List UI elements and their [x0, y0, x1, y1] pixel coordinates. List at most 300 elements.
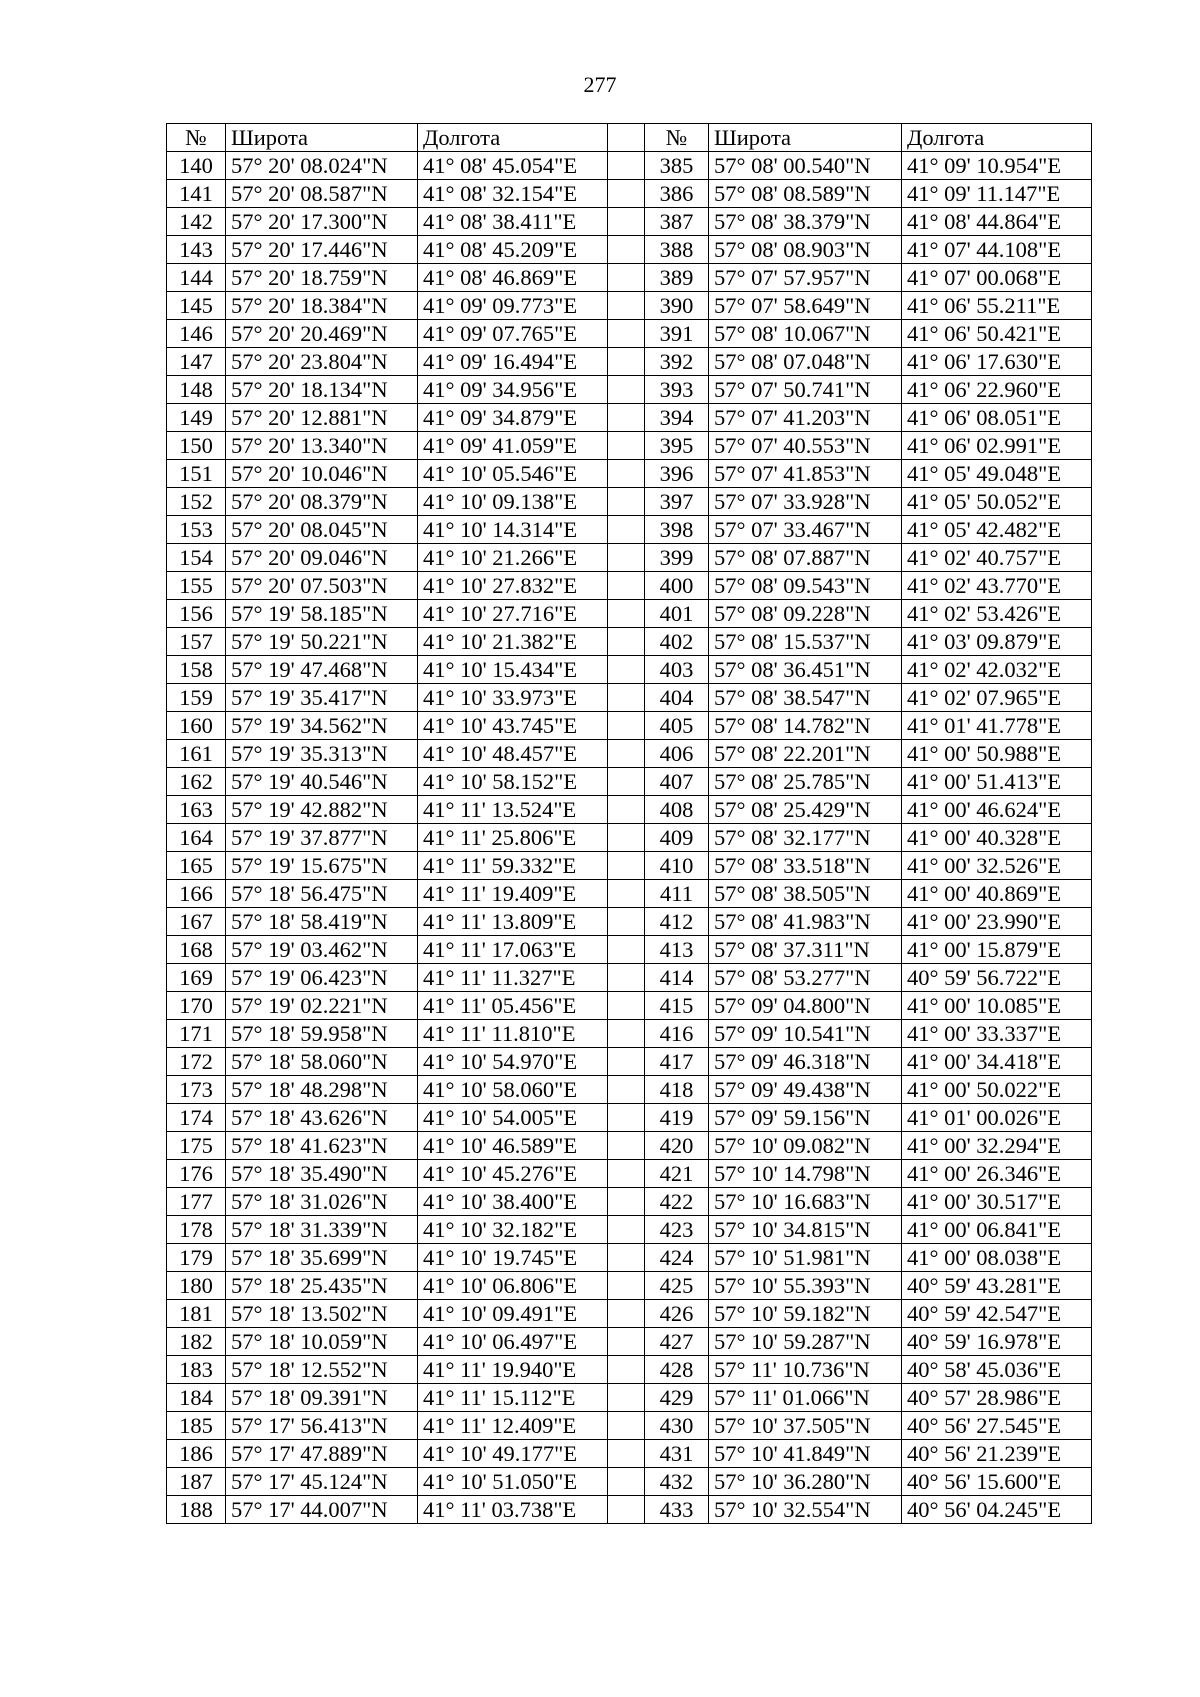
point-number-left: 150	[167, 432, 226, 460]
point-number-left: 142	[167, 208, 226, 236]
table-row	[167, 1188, 1092, 1216]
latitude-cell-right: 57° 08' 38.547"N	[709, 684, 902, 712]
column-gap-cell	[608, 880, 645, 908]
longitude-cell-right: 41° 00' 32.294"E	[902, 1132, 1092, 1160]
table-row	[167, 572, 1092, 600]
column-gap-cell	[608, 1272, 645, 1300]
column-gap-cell	[608, 684, 645, 712]
longitude-cell-left: 41° 10' 06.806"E	[418, 1272, 608, 1300]
latitude-cell-left: 57° 20' 08.587"N	[226, 180, 418, 208]
column-gap-cell	[608, 488, 645, 516]
longitude-cell-right: 41° 00' 34.418"E	[902, 1048, 1092, 1076]
column-gap-cell	[608, 740, 645, 768]
table-row	[167, 796, 1092, 824]
table-row	[167, 488, 1092, 516]
point-number-right: 394	[645, 404, 709, 432]
point-number-right: 425	[645, 1272, 709, 1300]
longitude-cell-right: 40° 56' 04.245"E	[902, 1496, 1092, 1524]
point-number-left: 144	[167, 264, 226, 292]
latitude-cell-left: 57° 20' 09.046"N	[226, 544, 418, 572]
longitude-cell-right: 41° 00' 30.517"E	[902, 1188, 1092, 1216]
table-row	[167, 1272, 1092, 1300]
longitude-cell-right: 40° 57' 28.986"E	[902, 1384, 1092, 1412]
latitude-cell-left: 57° 19' 35.417"N	[226, 684, 418, 712]
point-number-left: 169	[167, 964, 226, 992]
table-row	[167, 292, 1092, 320]
longitude-cell-left: 41° 10' 46.589"E	[418, 1132, 608, 1160]
longitude-cell-right: 41° 00' 33.337"E	[902, 1020, 1092, 1048]
longitude-cell-left: 41° 08' 46.869"E	[418, 264, 608, 292]
point-number-right: 405	[645, 712, 709, 740]
table-row	[167, 348, 1092, 376]
longitude-cell-left: 41° 10' 58.060"E	[418, 1076, 608, 1104]
point-number-left: 166	[167, 880, 226, 908]
point-number-right: 421	[645, 1160, 709, 1188]
point-number-left: 153	[167, 516, 226, 544]
longitude-cell-left: 41° 10' 33.973"E	[418, 684, 608, 712]
point-number-left: 148	[167, 376, 226, 404]
table-row	[167, 684, 1092, 712]
latitude-cell-right: 57° 08' 08.589"N	[709, 180, 902, 208]
latitude-cell-left: 57° 18' 58.060"N	[226, 1048, 418, 1076]
latitude-cell-left: 57° 19' 50.221"N	[226, 628, 418, 656]
latitude-cell-left: 57° 17' 44.007"N	[226, 1496, 418, 1524]
latitude-cell-right: 57° 10' 36.280"N	[709, 1468, 902, 1496]
column-gap-cell	[608, 404, 645, 432]
point-number-right: 418	[645, 1076, 709, 1104]
latitude-cell-right: 57° 07' 58.649"N	[709, 292, 902, 320]
longitude-cell-left: 41° 10' 54.005"E	[418, 1104, 608, 1132]
latitude-cell-left: 57° 20' 23.804"N	[226, 348, 418, 376]
point-number-left: 174	[167, 1104, 226, 1132]
longitude-cell-left: 41° 11' 19.940"E	[418, 1356, 608, 1384]
latitude-cell-left: 57° 20' 17.300"N	[226, 208, 418, 236]
latitude-cell-right: 57° 07' 41.853"N	[709, 460, 902, 488]
column-gap-cell	[608, 1244, 645, 1272]
longitude-cell-right: 41° 00' 50.022"E	[902, 1076, 1092, 1104]
point-number-right: 393	[645, 376, 709, 404]
latitude-cell-left: 57° 19' 47.468"N	[226, 656, 418, 684]
column-gap-cell	[608, 824, 645, 852]
longitude-cell-right: 41° 06' 02.991"E	[902, 432, 1092, 460]
latitude-cell-right: 57° 08' 33.518"N	[709, 852, 902, 880]
column-gap-cell	[608, 1496, 645, 1524]
longitude-cell-left: 41° 10' 27.832"E	[418, 572, 608, 600]
column-gap-cell	[608, 852, 645, 880]
table-row	[167, 964, 1092, 992]
column-gap-cell	[608, 1384, 645, 1412]
longitude-cell-left: 41° 10' 54.970"E	[418, 1048, 608, 1076]
point-number-right: 410	[645, 852, 709, 880]
longitude-cell-right: 41° 02' 43.770"E	[902, 572, 1092, 600]
latitude-cell-right: 57° 10' 32.554"N	[709, 1496, 902, 1524]
longitude-cell-left: 41° 11' 05.456"E	[418, 992, 608, 1020]
table-row	[167, 1384, 1092, 1412]
longitude-cell-left: 41° 09' 16.494"E	[418, 348, 608, 376]
point-number-right: 398	[645, 516, 709, 544]
longitude-cell-right: 41° 06' 50.421"E	[902, 320, 1092, 348]
longitude-cell-right: 41° 00' 46.624"E	[902, 796, 1092, 824]
point-number-right: 385	[645, 152, 709, 180]
table-row	[167, 1300, 1092, 1328]
latitude-cell-left: 57° 19' 34.562"N	[226, 712, 418, 740]
point-number-right: 411	[645, 880, 709, 908]
column-gap-cell	[608, 544, 645, 572]
longitude-cell-left: 41° 11' 25.806"E	[418, 824, 608, 852]
latitude-cell-right: 57° 08' 38.379"N	[709, 208, 902, 236]
latitude-cell-right: 57° 07' 40.553"N	[709, 432, 902, 460]
table-row	[167, 1440, 1092, 1468]
point-number-right: 406	[645, 740, 709, 768]
table-row	[167, 1160, 1092, 1188]
latitude-cell-left: 57° 18' 41.623"N	[226, 1132, 418, 1160]
point-number-right: 386	[645, 180, 709, 208]
point-number-left: 181	[167, 1300, 226, 1328]
column-gap-cell	[608, 600, 645, 628]
point-number-right: 403	[645, 656, 709, 684]
longitude-cell-left: 41° 10' 45.276"E	[418, 1160, 608, 1188]
point-number-right: 422	[645, 1188, 709, 1216]
longitude-cell-left: 41° 10' 19.745"E	[418, 1244, 608, 1272]
longitude-cell-right: 41° 00' 32.526"E	[902, 852, 1092, 880]
longitude-cell-right: 41° 02' 42.032"E	[902, 656, 1092, 684]
column-gap-cell	[608, 628, 645, 656]
longitude-cell-left: 41° 10' 06.497"E	[418, 1328, 608, 1356]
point-number-left: 175	[167, 1132, 226, 1160]
column-gap-cell	[608, 572, 645, 600]
latitude-cell-left: 57° 18' 58.419"N	[226, 908, 418, 936]
table-row	[167, 152, 1092, 180]
point-number-right: 413	[645, 936, 709, 964]
latitude-cell-left: 57° 19' 06.423"N	[226, 964, 418, 992]
longitude-cell-left: 41° 10' 49.177"E	[418, 1440, 608, 1468]
longitude-cell-left: 41° 10' 09.491"E	[418, 1300, 608, 1328]
table-row	[167, 208, 1092, 236]
column-gap-cell	[608, 320, 645, 348]
point-number-right: 396	[645, 460, 709, 488]
latitude-cell-right: 57° 11' 10.736"N	[709, 1356, 902, 1384]
latitude-cell-left: 57° 18' 13.502"N	[226, 1300, 418, 1328]
point-number-right: 420	[645, 1132, 709, 1160]
point-number-right: 428	[645, 1356, 709, 1384]
longitude-cell-right: 40° 59' 43.281"E	[902, 1272, 1092, 1300]
latitude-cell-left: 57° 20' 18.134"N	[226, 376, 418, 404]
point-number-left: 145	[167, 292, 226, 320]
column-gap-cell	[608, 1300, 645, 1328]
latitude-cell-left: 57° 18' 12.552"N	[226, 1356, 418, 1384]
longitude-cell-left: 41° 10' 38.400"E	[418, 1188, 608, 1216]
table-row	[167, 460, 1092, 488]
point-number-right: 416	[645, 1020, 709, 1048]
point-number-left: 147	[167, 348, 226, 376]
column-gap-cell	[608, 208, 645, 236]
column-gap-cell	[608, 124, 645, 152]
column-gap-cell	[608, 376, 645, 404]
latitude-cell-left: 57° 18' 25.435"N	[226, 1272, 418, 1300]
latitude-cell-left: 57° 19' 03.462"N	[226, 936, 418, 964]
table-row	[167, 852, 1092, 880]
point-number-right: 408	[645, 796, 709, 824]
column-gap-cell	[608, 1020, 645, 1048]
latitude-cell-left: 57° 20' 12.881"N	[226, 404, 418, 432]
point-number-left: 158	[167, 656, 226, 684]
latitude-cell-left: 57° 18' 35.490"N	[226, 1160, 418, 1188]
latitude-cell-right: 57° 10' 41.849"N	[709, 1440, 902, 1468]
table-row	[167, 376, 1092, 404]
point-number-right: 388	[645, 236, 709, 264]
latitude-cell-left: 57° 20' 07.503"N	[226, 572, 418, 600]
point-number-right: 432	[645, 1468, 709, 1496]
longitude-cell-right: 41° 09' 10.954"E	[902, 152, 1092, 180]
longitude-cell-right: 41° 05' 42.482"E	[902, 516, 1092, 544]
point-number-right: 423	[645, 1216, 709, 1244]
latitude-cell-right: 57° 08' 07.048"N	[709, 348, 902, 376]
latitude-cell-left: 57° 18' 35.699"N	[226, 1244, 418, 1272]
table-row	[167, 908, 1092, 936]
column-gap-cell	[608, 796, 645, 824]
table-row	[167, 1216, 1092, 1244]
table-row	[167, 768, 1092, 796]
latitude-cell-left: 57° 20' 13.340"N	[226, 432, 418, 460]
point-number-right: 391	[645, 320, 709, 348]
longitude-cell-right: 41° 00' 40.328"E	[902, 824, 1092, 852]
longitude-cell-right: 41° 01' 41.778"E	[902, 712, 1092, 740]
point-number-left: 176	[167, 1160, 226, 1188]
latitude-cell-left: 57° 20' 20.469"N	[226, 320, 418, 348]
point-number-left: 188	[167, 1496, 226, 1524]
longitude-cell-right: 40° 56' 15.600"E	[902, 1468, 1092, 1496]
longitude-cell-right: 41° 07' 44.108"E	[902, 236, 1092, 264]
latitude-cell-left: 57° 20' 08.045"N	[226, 516, 418, 544]
longitude-cell-left: 41° 10' 05.546"E	[418, 460, 608, 488]
table-row	[167, 236, 1092, 264]
column-gap-cell	[608, 936, 645, 964]
longitude-cell-right: 41° 01' 00.026"E	[902, 1104, 1092, 1132]
latitude-cell-right: 57° 10' 59.182"N	[709, 1300, 902, 1328]
header-longitude-right: Долгота	[902, 124, 1092, 152]
column-gap-cell	[608, 992, 645, 1020]
latitude-cell-right: 57° 08' 09.228"N	[709, 600, 902, 628]
longitude-cell-right: 41° 06' 22.960"E	[902, 376, 1092, 404]
header-num-left: №	[167, 124, 226, 152]
point-number-left: 164	[167, 824, 226, 852]
table-row	[167, 516, 1092, 544]
latitude-cell-left: 57° 20' 10.046"N	[226, 460, 418, 488]
longitude-cell-right: 41° 03' 09.879"E	[902, 628, 1092, 656]
longitude-cell-left: 41° 09' 07.765"E	[418, 320, 608, 348]
point-number-right: 419	[645, 1104, 709, 1132]
latitude-cell-right: 57° 08' 41.983"N	[709, 908, 902, 936]
latitude-cell-right: 57° 08' 53.277"N	[709, 964, 902, 992]
latitude-cell-right: 57° 11' 01.066"N	[709, 1384, 902, 1412]
longitude-cell-left: 41° 09' 09.773"E	[418, 292, 608, 320]
column-gap-cell	[608, 768, 645, 796]
point-number-left: 179	[167, 1244, 226, 1272]
column-gap-cell	[608, 516, 645, 544]
point-number-left: 183	[167, 1356, 226, 1384]
latitude-cell-left: 57° 17' 47.889"N	[226, 1440, 418, 1468]
longitude-cell-left: 41° 10' 27.716"E	[418, 600, 608, 628]
longitude-cell-left: 41° 09' 34.956"E	[418, 376, 608, 404]
longitude-cell-right: 41° 05' 49.048"E	[902, 460, 1092, 488]
longitude-cell-left: 41° 10' 21.382"E	[418, 628, 608, 656]
column-gap-cell	[608, 1160, 645, 1188]
latitude-cell-left: 57° 19' 15.675"N	[226, 852, 418, 880]
column-gap-cell	[608, 460, 645, 488]
longitude-cell-right: 41° 02' 53.426"E	[902, 600, 1092, 628]
table-row	[167, 1496, 1092, 1524]
latitude-cell-right: 57° 08' 36.451"N	[709, 656, 902, 684]
point-number-right: 401	[645, 600, 709, 628]
column-gap-cell	[608, 292, 645, 320]
longitude-cell-left: 41° 10' 15.434"E	[418, 656, 608, 684]
longitude-cell-left: 41° 11' 17.063"E	[418, 936, 608, 964]
latitude-cell-right: 57° 08' 00.540"N	[709, 152, 902, 180]
latitude-cell-right: 57° 07' 33.928"N	[709, 488, 902, 516]
longitude-cell-right: 41° 00' 23.990"E	[902, 908, 1092, 936]
point-number-left: 160	[167, 712, 226, 740]
point-number-left: 167	[167, 908, 226, 936]
latitude-cell-right: 57° 08' 37.311"N	[709, 936, 902, 964]
latitude-cell-left: 57° 20' 17.446"N	[226, 236, 418, 264]
latitude-cell-left: 57° 18' 59.958"N	[226, 1020, 418, 1048]
table-row	[167, 1076, 1092, 1104]
table-row	[167, 1048, 1092, 1076]
longitude-cell-left: 41° 11' 19.409"E	[418, 880, 608, 908]
point-number-left: 146	[167, 320, 226, 348]
header-num-right: №	[645, 124, 709, 152]
longitude-cell-right: 40° 56' 21.239"E	[902, 1440, 1092, 1468]
latitude-cell-right: 57° 10' 55.393"N	[709, 1272, 902, 1300]
latitude-cell-right: 57° 10' 34.815"N	[709, 1216, 902, 1244]
latitude-cell-right: 57° 09' 10.541"N	[709, 1020, 902, 1048]
longitude-cell-right: 41° 00' 08.038"E	[902, 1244, 1092, 1272]
latitude-cell-right: 57° 08' 08.903"N	[709, 236, 902, 264]
point-number-left: 186	[167, 1440, 226, 1468]
point-number-left: 180	[167, 1272, 226, 1300]
latitude-cell-left: 57° 19' 40.546"N	[226, 768, 418, 796]
column-gap-cell	[608, 1048, 645, 1076]
table-row	[167, 432, 1092, 460]
table-row	[167, 1328, 1092, 1356]
latitude-cell-right: 57° 08' 25.785"N	[709, 768, 902, 796]
table-row	[167, 656, 1092, 684]
latitude-cell-left: 57° 18' 48.298"N	[226, 1076, 418, 1104]
latitude-cell-left: 57° 18' 43.626"N	[226, 1104, 418, 1132]
longitude-cell-right: 41° 08' 44.864"E	[902, 208, 1092, 236]
column-gap-cell	[608, 432, 645, 460]
point-number-left: 155	[167, 572, 226, 600]
point-number-right: 387	[645, 208, 709, 236]
longitude-cell-left: 41° 10' 14.314"E	[418, 516, 608, 544]
longitude-cell-right: 41° 02' 07.965"E	[902, 684, 1092, 712]
longitude-cell-left: 41° 09' 34.879"E	[418, 404, 608, 432]
table-row	[167, 320, 1092, 348]
table-row	[167, 992, 1092, 1020]
point-number-right: 431	[645, 1440, 709, 1468]
longitude-cell-left: 41° 11' 11.327"E	[418, 964, 608, 992]
longitude-cell-right: 40° 58' 45.036"E	[902, 1356, 1092, 1384]
longitude-cell-right: 41° 06' 08.051"E	[902, 404, 1092, 432]
longitude-cell-right: 41° 00' 10.085"E	[902, 992, 1092, 1020]
longitude-cell-left: 41° 08' 45.209"E	[418, 236, 608, 264]
latitude-cell-left: 57° 17' 45.124"N	[226, 1468, 418, 1496]
longitude-cell-right: 41° 00' 06.841"E	[902, 1216, 1092, 1244]
table-row	[167, 1468, 1092, 1496]
latitude-cell-right: 57° 08' 22.201"N	[709, 740, 902, 768]
latitude-cell-right: 57° 08' 32.177"N	[709, 824, 902, 852]
point-number-left: 172	[167, 1048, 226, 1076]
table-row	[167, 180, 1092, 208]
longitude-cell-left: 41° 08' 38.411"E	[418, 208, 608, 236]
longitude-cell-left: 41° 11' 13.524"E	[418, 796, 608, 824]
longitude-cell-left: 41° 08' 45.054"E	[418, 152, 608, 180]
longitude-cell-right: 40° 59' 16.978"E	[902, 1328, 1092, 1356]
point-number-right: 430	[645, 1412, 709, 1440]
point-number-left: 187	[167, 1468, 226, 1496]
longitude-cell-left: 41° 11' 15.112"E	[418, 1384, 608, 1412]
latitude-cell-right: 57° 09' 04.800"N	[709, 992, 902, 1020]
longitude-cell-right: 41° 07' 00.068"E	[902, 264, 1092, 292]
latitude-cell-right: 57° 10' 51.981"N	[709, 1244, 902, 1272]
table-row	[167, 712, 1092, 740]
latitude-cell-right: 57° 08' 07.887"N	[709, 544, 902, 572]
column-gap-cell	[608, 1440, 645, 1468]
point-number-left: 178	[167, 1216, 226, 1244]
table-row	[167, 1356, 1092, 1384]
longitude-cell-left: 41° 11' 11.810"E	[418, 1020, 608, 1048]
table-row	[167, 1104, 1092, 1132]
header-latitude-left: Широта	[226, 124, 418, 152]
latitude-cell-right: 57° 09' 46.318"N	[709, 1048, 902, 1076]
latitude-cell-right: 57° 07' 33.467"N	[709, 516, 902, 544]
table-header-row	[167, 124, 1092, 152]
column-gap-cell	[608, 908, 645, 936]
longitude-cell-left: 41° 10' 32.182"E	[418, 1216, 608, 1244]
point-number-left: 161	[167, 740, 226, 768]
latitude-cell-right: 57° 07' 57.957"N	[709, 264, 902, 292]
latitude-cell-left: 57° 18' 31.026"N	[226, 1188, 418, 1216]
column-gap-cell	[608, 180, 645, 208]
point-number-right: 429	[645, 1384, 709, 1412]
longitude-cell-left: 41° 10' 58.152"E	[418, 768, 608, 796]
longitude-cell-right: 41° 00' 26.346"E	[902, 1160, 1092, 1188]
column-gap-cell	[608, 1356, 645, 1384]
point-number-left: 143	[167, 236, 226, 264]
point-number-right: 402	[645, 628, 709, 656]
longitude-cell-right: 40° 56' 27.545"E	[902, 1412, 1092, 1440]
point-number-left: 156	[167, 600, 226, 628]
latitude-cell-right: 57° 10' 37.505"N	[709, 1412, 902, 1440]
point-number-right: 426	[645, 1300, 709, 1328]
column-gap-cell	[608, 656, 645, 684]
longitude-cell-left: 41° 10' 21.266"E	[418, 544, 608, 572]
column-gap-cell	[608, 152, 645, 180]
latitude-cell-right: 57° 07' 50.741"N	[709, 376, 902, 404]
latitude-cell-right: 57° 08' 25.429"N	[709, 796, 902, 824]
table-row	[167, 1244, 1092, 1272]
longitude-cell-left: 41° 11' 13.809"E	[418, 908, 608, 936]
longitude-cell-right: 41° 05' 50.052"E	[902, 488, 1092, 516]
table-row	[167, 740, 1092, 768]
point-number-right: 390	[645, 292, 709, 320]
point-number-left: 182	[167, 1328, 226, 1356]
column-gap-cell	[608, 1412, 645, 1440]
longitude-cell-left: 41° 11' 59.332"E	[418, 852, 608, 880]
point-number-left: 149	[167, 404, 226, 432]
point-number-right: 407	[645, 768, 709, 796]
longitude-cell-left: 41° 10' 09.138"E	[418, 488, 608, 516]
